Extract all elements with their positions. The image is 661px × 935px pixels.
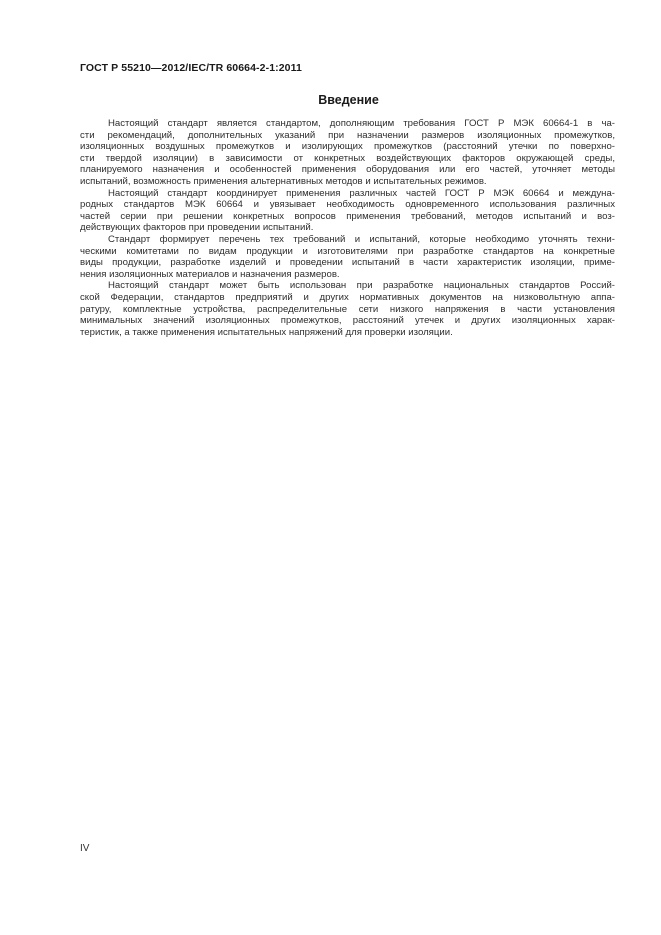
paragraph-1 — [80, 118, 615, 188]
text-line: ратуру, комплектные устройства, распределительные сети низкого напряжения в части установления — [80, 303, 615, 315]
text-line: минимальных значений изоляционных промежутков, расстояний утечек и других изоляционных харак- — [80, 315, 615, 327]
text-line: ческими комитетами по видам продукции и изготовителями при разработке стандартов на конкретные — [80, 245, 615, 257]
text-line: сти твердой изоляции) в зависимости от конкретных воздействующих факторов окружающей среды, — [80, 152, 615, 164]
text-line: испытаний, возможность применения альтернативных методов и испытательных режимов. — [80, 175, 487, 187]
section-title: Введение — [318, 93, 379, 107]
text-line: планируемого назначения и особенностей применения оборудования или его частей, уточняет методы — [80, 164, 615, 176]
text-line: Настоящий стандарт является стандартом, дополняющим требования ГОСТ Р МЭК 60664-1 в ча- — [108, 118, 615, 129]
text-line: Настоящий стандарт может быть использован при разработке национальных стандартов Россий- — [108, 280, 615, 292]
text-line: теристик, а также применения испытательных напряжений для проверки изоляции. — [80, 326, 453, 338]
text-line: частей серии при решении конкретных вопросов применения требований, методов испытаний и воз- — [80, 210, 615, 222]
text-line: Стандарт формирует перечень тех требований и испытаний, которые необходимо уточнять техни- — [108, 233, 615, 245]
text-line: Настоящий стандарт координирует применения различных частей ГОСТ Р МЭК 60664 и междуна- — [108, 187, 615, 199]
document-header: ГОСТ Р 55210—2012/IEC/TR 60664-2-1:2011 — [80, 62, 302, 74]
text-line: ской Федерации, стандартов предприятий и других нормативных документов на низковольтную аппа- — [80, 291, 615, 303]
paragraph-3 — [80, 234, 615, 280]
text-line: сти рекомендаций, дополнительных указаний при назначении размеров изоляционных промежутков, — [80, 129, 615, 141]
text-line: нения изоляционных материалов и назначения размеров. — [80, 268, 340, 280]
paragraph-2 — [80, 188, 615, 234]
page-number: IV — [80, 843, 90, 854]
text-line: родных стандартов МЭК 60664 и увязывает необходимость одновременного использования различных — [80, 199, 615, 211]
paragraph-4 — [80, 280, 615, 338]
text-line: действующих факторов при проведении испытаний. — [80, 222, 314, 234]
text-line: виды продукции, разработке изделий и проведении испытаний в части характеристик изоляции, приме- — [80, 257, 615, 269]
document-body — [80, 118, 615, 338]
text-line: изоляционных воздушных промежутков и изолирующих промежутков (расстояний утечки по поверхно- — [80, 141, 615, 153]
